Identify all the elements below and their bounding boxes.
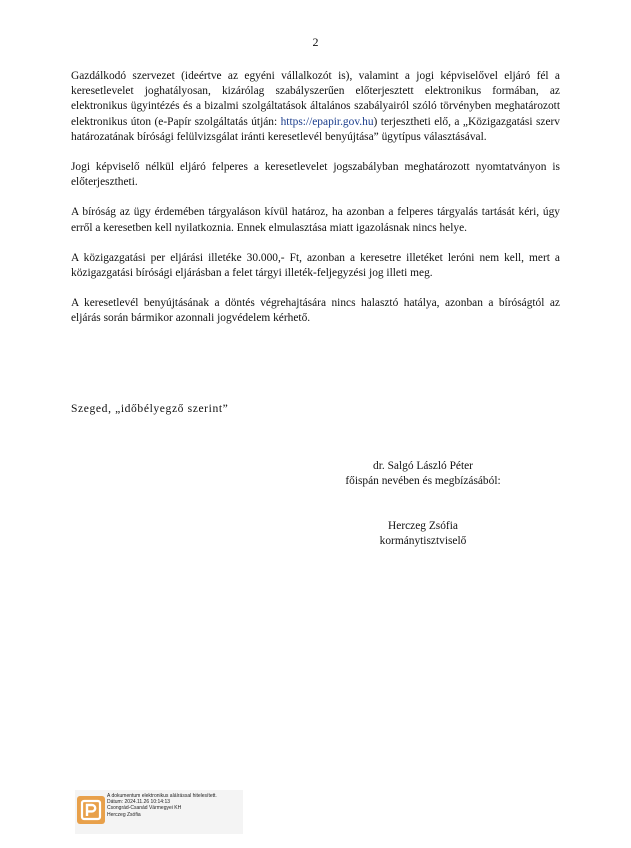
paragraph-fee: A közigazgatási per eljárási illetéke 30.000,- Ft, azonban a keresetre illetéket leróni nem kell, mert a közigazgatási bírósági eljárásban a felet tárgyi illeték-feljegyzési jog illeti meg. [71,251,560,280]
epapir-link[interactable]: https://epapir.gov.hu [280,115,374,128]
signatory-role: főispán nevében és megbízásából: [345,475,501,487]
paragraph-form: Jogi képviselő nélkül eljáró felperes a keresetlevelet jogszabályban meghatározott nyomtatványon is előterjesztheti. [71,161,560,189]
signatory-name: dr. Salgó László Péter [373,460,473,472]
stamp-line: Herczeg Zsófia [107,811,141,818]
stamp-text [107,793,217,818]
place-date: Szeged, „időbélyegző szerint” [71,402,229,415]
paragraph-text: ) terjesztheti elő, a „Közigazgatási szerv határozatának bírósági felülvizsgálat iránti keresetlevél benyújtása” ügytípus választásával. [71,115,560,143]
epapir-logo-icon [77,796,105,824]
paragraph-hearing: A bíróság az ügy érdemében tárgyaláson kívül határoz, ha azonban a felperes tárgyalás tartását kéri, úgy erről a keresetben kell nyilatkoznia. Ennek elmulasztása miatt igazolásnak nincs helye. [71,206,560,234]
e-signature-stamp [75,790,243,834]
official-title: kormánytisztviselő [379,535,467,547]
stamp-line: Dátum: 2024.11.26 10:14:13 [107,799,171,806]
stamp-line: Csongrád-Csanád Vármegyei KH [107,805,182,812]
signatory-block [300,459,546,489]
official-name: Herczeg Zsófia [388,520,458,532]
paragraph-text: Gazdálkodó szervezet (ideértve az egyéni vállalkozót is), valamint a jogi képviselővel eljáró fél a keresetlevelet joghatályosan, kizárólag szabályszerűen előterjesztett elektronikus formában, az elektronikus ügyintézés és a bizalmi szolgáltatások általános szabályairól szóló törvényben meghatározott elektronikus úton (e-Papír szolgáltatás útján: [71,70,560,128]
paragraph-suspension: A keresetlevél benyújtásának a döntés végrehajtására nincs halasztó hatálya, azonban a bíróságtól az eljárás során bármikor azonnali jogvédelem kérhető. [71,297,560,325]
document-body [71,69,560,342]
official-block [300,519,546,549]
page-number: 2 [312,35,319,49]
stamp-line: A dokumentum elektronikus aláírással hitelesített. [107,793,217,799]
paragraph-electronic-filing [71,69,560,145]
